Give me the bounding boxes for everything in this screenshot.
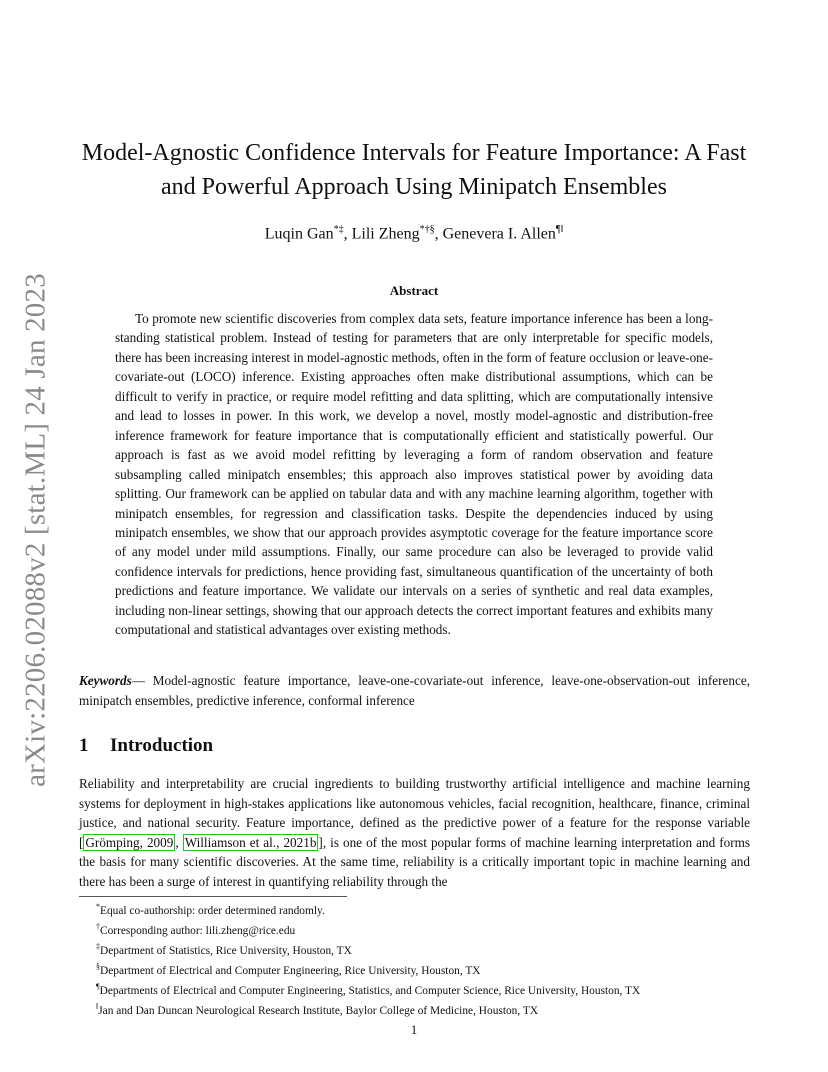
footnote-mark: * <box>96 902 100 911</box>
author-affiliation-marks: *‡ <box>333 224 344 235</box>
footnote-text: Corresponding author: lili.zheng@rice.edu <box>100 924 296 937</box>
page-number: 1 <box>410 1022 418 1037</box>
footnote-mark: ‖ <box>96 1002 99 1011</box>
section-heading <box>79 735 213 757</box>
title-line: and Powerful Approach Using Minipatch Ensembles <box>161 174 667 200</box>
title-line: Model-Agnostic Confidence Intervals for Feature Importance: A Fast <box>81 140 747 166</box>
footnote <box>96 939 756 959</box>
keywords-label: Keywords <box>79 673 132 688</box>
footnote-text: Departments of Electrical and Computer Engineering, Statistics, and Computer Science, Rice University, Houston, TX <box>99 984 641 997</box>
footnote-text: Equal co-authorship: order determined randomly. <box>100 904 325 917</box>
author-name: Genevera I. Allen <box>442 225 556 243</box>
arxiv-stamp-text: arXiv:2206.02088v2 [stat.ML] 24 Jan 2023 <box>19 273 52 787</box>
abstract-heading: Abstract <box>389 283 439 298</box>
footnote-text: Department of Statistics, Rice University, Houston, TX <box>100 944 352 957</box>
footnote-mark: † <box>96 922 100 931</box>
author-separator: , <box>434 225 443 243</box>
author-list <box>60 224 768 243</box>
intro-text: , <box>175 834 183 850</box>
citation-link[interactable]: Williamson et al., 2021b <box>184 834 317 850</box>
footnote-divider <box>79 896 347 897</box>
keywords-paragraph <box>79 671 750 710</box>
section-title: Introduction <box>110 735 214 756</box>
abstract-body: To promote new scientific discoveries from complex data sets, feature importance inference has been a long-standing statistical problem. Instead of testing for parameters that are only interpretable for specific models, there has been increasing interest in model-agnostic methods, often in the form of feature occlusion or leave-one-covariate-out (LOCO) inference. Existing approaches often make distributional assumptions, which can be difficult to verify in practice, or require model refitting and data splitting, which are computationally intensive and lead to losses in power. In this work, we develop a novel, mostly model-agnostic and distribution-free inference framework for feature importance that is computationally efficient and statistically powerful. Our approach is fast as we avoid model refitting by leveraging a form of random observation and feature subsampling called minipatch ensembles; this approach also improves statistical power by avoiding data splitting. Our framework can be applied on tabular data and with any machine learning algorithm, together with minipatch ensembles, for regression and classification tasks. Despite the dependencies induced by using minipatch ensembles, we show that our approach provides asymptotic coverage for the feature importance score of any model under mild assumptions. Finally, our same procedure can also be leveraged to provide valid confidence intervals for predictions, hence providing fast, simultaneous quantification of the uncertainty of both predictions and feature importance. We validate our intervals on a series of synthetic and real data examples, including non-linear settings, showing that our approach detects the correct important features and exhibits many computational and statistical advantages over existing methods. <box>115 311 713 638</box>
footnotes <box>96 899 756 1019</box>
keywords-text: — Model-agnostic feature importance, leave-one-covariate-out inference, leave-one-observation-out inference, minipatch ensembles, predictive inference, conformal inference <box>79 673 750 708</box>
footnote-text: Department of Electrical and Computer Engineering, Rice University, Houston, TX <box>100 964 481 977</box>
introduction-paragraph <box>79 774 750 892</box>
footnote-mark: § <box>96 962 100 971</box>
author-affiliation-marks: *†§ <box>419 224 435 235</box>
footnote-mark: ¶ <box>96 982 100 991</box>
paper-title <box>60 136 768 204</box>
author-name: Lili Zheng <box>351 225 420 243</box>
author-name: Luqin Gan <box>264 225 334 243</box>
footnote <box>96 979 756 999</box>
footnote <box>96 959 756 979</box>
section-number: 1 <box>79 735 89 756</box>
footnote <box>96 899 756 919</box>
author-affiliation-marks: ¶‖ <box>555 224 564 235</box>
footnote <box>96 999 756 1019</box>
citation-link[interactable]: Grömping, 2009 <box>85 834 174 850</box>
footnote <box>96 919 756 939</box>
intro-text: ], is one of the most popular forms of machine learning interpretation and forms the basis for many scientific discoveries. At the same time, reliability is a critically important topic in machine learning and there has been a surge of interest in quantifying reliability through the <box>79 834 750 889</box>
author-separator: , <box>343 225 352 243</box>
footnote-mark: ‡ <box>96 942 100 951</box>
footnote-text: Jan and Dan Duncan Neurological Research Institute, Baylor College of Medicine, Houston, TX <box>98 1004 539 1017</box>
intro-text: Reliability and interpretability are crucial ingredients to building trustworthy artificial intelligence and machine learning systems for deployment in high-stakes applications like autonomous vehicles, facial recognition, healthcare, finance, criminal justice, and national security. Feature importance, defined as the predictive power of a feature for the response variable [ <box>79 776 750 850</box>
